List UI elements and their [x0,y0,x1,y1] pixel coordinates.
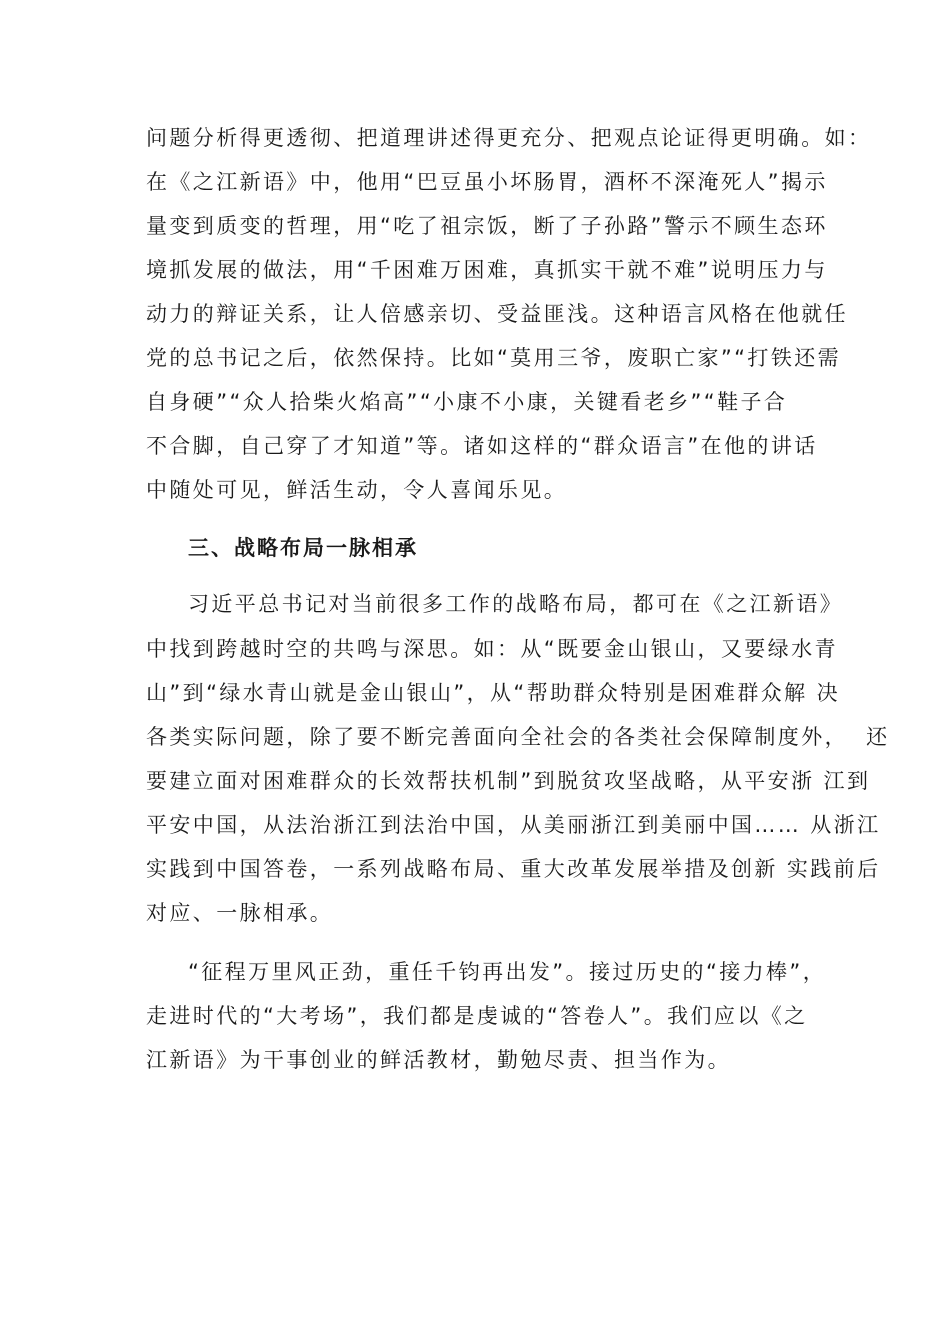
paragraph-2-line-2: 中找到跨越时空的共鸣与深思。如：从“既要金山银山，又要绿水青 [146,637,838,661]
paragraph-3-line-2: 走进时代的“大考场”，我们都是虔诚的“答卷人”。我们应以《之 [146,1004,808,1028]
paragraph-1-line-7: 自身硬”“众人拾柴火焰高”“小康不小康，关键看老乡”“鞋子合 [146,390,788,414]
paragraph-1-line-1: 问题分析得更透彻、把道理讲述得更充分、把观点论证得更明确。如： [146,126,872,150]
paragraph-1-line-5: 动力的辩证关系，让人倍感亲切、受益匪浅。这种语言风格在他就任 [146,302,848,326]
paragraph-2-line-1: 习近平总书记对当前很多工作的战略布局，都可在《之江新语》 [188,592,844,616]
paragraph-3-line-1: “征程万里风正劲，重任千钧再出发”。接过历史的“接力棒”， [188,960,827,984]
paragraph-2-line-8: 对应、一脉相承。 [146,901,334,925]
paragraph-1-line-2: 在《之江新语》中，他用“巴豆虽小坏肠胃，酒杯不深淹死人”揭示 [146,170,828,194]
paragraph-1-line-4: 境抓发展的做法，用“千困难万困难，真抓实干就不难”说明压力与 [146,258,828,282]
paragraph-2-line-5: 要建立面对困难群众的长效帮扶机制”到脱贫攻坚战略，从平安浙 江到 [146,769,871,793]
paragraph-1-line-8: 不合脚，自己穿了才知道”等。诸如这样的“群众语言”在他的讲话 [146,434,818,458]
paragraph-1-line-3: 量变到质变的哲理，用“吃了祖宗饭，断了子孙路”警示不顾生态环 [146,214,828,238]
paragraph-3-line-3: 江新语》为干事创业的鲜活教材，勤勉尽责、担当作为。 [146,1048,731,1072]
paragraph-2-line-7: 实践到中国答卷，一系列战略布局、重大改革发展举措及创新 实践前后 [146,857,881,881]
section-heading: 三、战略布局一脉相承 [188,536,418,560]
paragraph-2-line-3: 山”到“绿水青山就是金山银山”，从“帮助群众特别是困难群众解 决 [146,681,840,705]
paragraph-1-line-9: 中随处可见，鲜活生动，令人喜闻乐见。 [146,478,568,502]
paragraph-2-line-4: 各类实际问题，除了要不断完善面向全社会的各类社会保障制度外， 还 [146,725,890,749]
paragraph-2-line-6: 平安中国，从法治浙江到法治中国，从美丽浙江到美丽中国…… 从浙江 [146,813,881,837]
paragraph-1-line-6: 党的总书记之后，依然保持。比如“莫用三爷，废职亡家”“打铁还需 [146,346,842,370]
